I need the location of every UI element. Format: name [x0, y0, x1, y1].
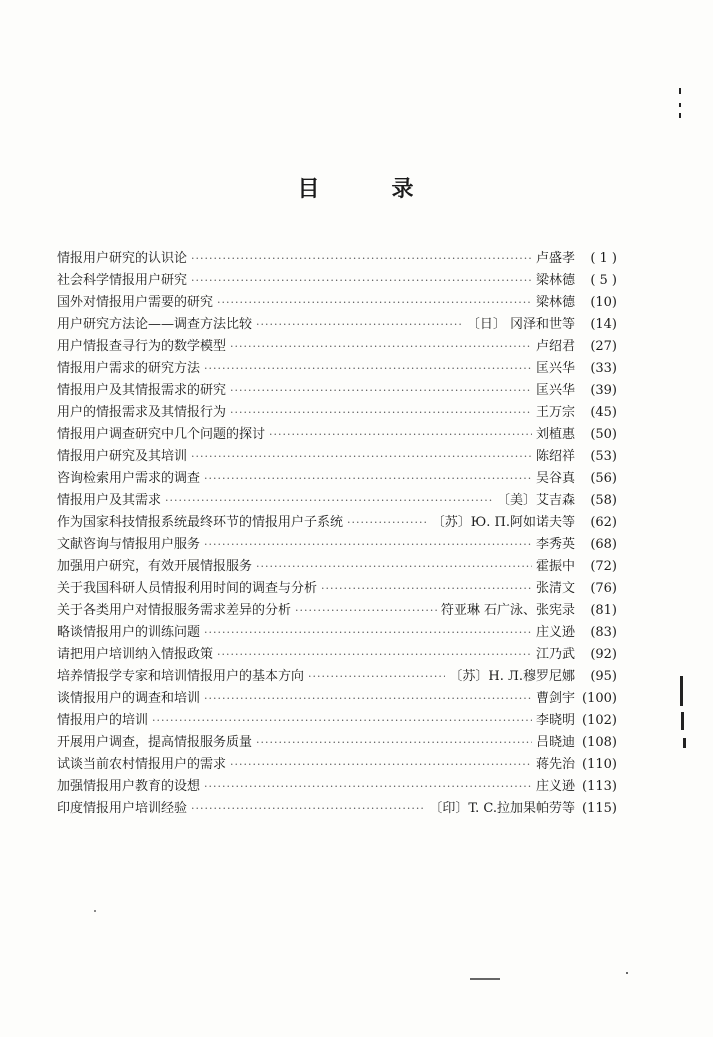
entry-title: 印度情报用户培训经验: [57, 801, 188, 816]
scan-mark: [679, 103, 681, 107]
entry-title: 情报用户的培训: [57, 713, 149, 728]
scan-mark: [681, 712, 684, 730]
entry-page-number: (113): [582, 779, 617, 794]
dot-leader: [347, 512, 428, 534]
toc-entry: [57, 402, 617, 424]
entry-author: 庄义逊: [535, 779, 575, 794]
entry-page-number: (72): [590, 559, 617, 574]
entry-page-number: (68): [590, 537, 617, 552]
dot-leader: [230, 380, 532, 402]
entry-title: 培养情报学专家和培训情报用户的基本方向: [57, 669, 305, 684]
entry-author: 蒋先治: [535, 757, 575, 772]
dot-leader: [217, 292, 532, 314]
entry-page-number: (81): [590, 603, 617, 618]
title-char-1: 目: [297, 176, 322, 202]
dot-leader: [230, 336, 532, 358]
toc-entry: [57, 688, 617, 710]
toc-entry: [57, 446, 617, 468]
dot-leader: [191, 798, 425, 820]
entry-author: 符亚琳 石广泳、张宪录: [440, 603, 575, 618]
dot-leader: [204, 688, 532, 710]
dot-leader: [256, 732, 532, 754]
entry-title: 咨询检索用户需求的调查: [57, 471, 201, 486]
entry-title: 情报用户需求的研究方法: [57, 361, 201, 376]
entry-page-number: (92): [590, 647, 617, 662]
entry-title: 开展用户调查，提高情报服务质量: [57, 735, 253, 750]
toc-entry: [57, 798, 617, 820]
entry-page-number: (100): [582, 691, 617, 706]
entry-title: 用户情报查寻行为的数学模型: [57, 339, 227, 354]
entry-author: 吴谷真: [535, 471, 575, 486]
toc-entry: [57, 248, 617, 270]
entry-author: 〔印〕T. C.拉加果帕劳等: [429, 801, 575, 816]
entry-page-number: (115): [582, 801, 617, 816]
dot-leader: [295, 600, 437, 622]
toc-entry: [57, 622, 617, 644]
scan-mark: [679, 113, 681, 118]
toc-entry: [57, 490, 617, 512]
entry-author: 庄义逊: [535, 625, 575, 640]
dot-leader: [230, 402, 532, 424]
entry-title: 文献咨询与情报用户服务: [57, 537, 201, 552]
toc-entry: [57, 468, 617, 490]
entry-author: 吕晓迪: [535, 735, 575, 750]
toc-entry: [57, 710, 617, 732]
entry-page-number: (108): [582, 735, 617, 750]
entry-page-number: (83): [590, 625, 617, 640]
entry-author: 〔苏〕Ю. П.阿如诺夫等: [431, 515, 575, 530]
dot-leader: [321, 578, 532, 600]
scan-mark: [679, 88, 681, 94]
entry-title: 情报用户及其需求: [57, 493, 162, 508]
dot-leader: [217, 644, 532, 666]
dot-leader: [191, 270, 532, 292]
toc-entry: [57, 754, 617, 776]
entry-title: 请把用户培训纳入情报政策: [57, 647, 214, 662]
entry-author: 梁林德: [535, 295, 575, 310]
entry-page-number: (76): [590, 581, 617, 596]
entry-author: 李晓明: [535, 713, 575, 728]
dot-leader: [204, 534, 532, 556]
dot-leader: [204, 468, 532, 490]
entry-page-number: (58): [590, 493, 617, 508]
page-title: [0, 172, 713, 203]
entry-author: 王万宗: [535, 405, 575, 420]
toc-entry: [57, 600, 617, 622]
entry-title: 情报用户及其情报需求的研究: [57, 383, 227, 398]
entry-page-number: (53): [590, 449, 617, 464]
entry-page-number: ( 1 ): [590, 251, 617, 266]
entry-title: 关于各类用户对情报服务需求差异的分析: [57, 603, 292, 618]
entry-author: 陈绍祥: [535, 449, 575, 464]
entry-author: 曹剑宇: [535, 691, 575, 706]
toc-entry: [57, 424, 617, 446]
entry-author: 匡兴华: [535, 361, 575, 376]
entry-page-number: (56): [590, 471, 617, 486]
entry-page-number: (102): [582, 713, 617, 728]
toc-entry: [57, 666, 617, 688]
entry-title: 加强用户研究，有效开展情报服务: [57, 559, 253, 574]
entry-page-number: (14): [590, 317, 617, 332]
toc-entry: [57, 512, 617, 534]
entry-title: 用户的情报需求及其情报行为: [57, 405, 227, 420]
toc-entry: [57, 358, 617, 380]
entry-title: 作为国家科技情报系统最终环节的情报用户子系统: [57, 515, 344, 530]
entry-author: 江乃武: [535, 647, 575, 662]
dot-leader: [204, 622, 532, 644]
dot-leader: [191, 248, 532, 270]
entry-page-number: (33): [590, 361, 617, 376]
entry-title: 情报用户研究及其培训: [57, 449, 188, 464]
toc-entry: [57, 732, 617, 754]
toc-entry: [57, 644, 617, 666]
entry-page-number: (45): [590, 405, 617, 420]
entry-author: 刘植惠: [535, 427, 575, 442]
entry-author: 〔日〕 冈泽和世等: [466, 317, 575, 332]
title-char-2: 录: [391, 176, 416, 202]
entry-page-number: (39): [590, 383, 617, 398]
dot-leader: [230, 754, 532, 776]
entry-title: 试谈当前农村情报用户的需求: [57, 757, 227, 772]
entry-page-number: ( 5 ): [590, 273, 617, 288]
entry-author: 〔美〕艾吉森: [496, 493, 575, 508]
entry-author: 匡兴华: [535, 383, 575, 398]
toc-entry: [57, 534, 617, 556]
entry-title: 关于我国科研人员情报利用时间的调查与分析: [57, 581, 318, 596]
entry-author: 霍振中: [535, 559, 575, 574]
entry-title: 社会科学情报用户研究: [57, 273, 188, 288]
toc-entry: [57, 380, 617, 402]
entry-page-number: (62): [590, 515, 617, 530]
dot-leader: [152, 710, 532, 732]
scan-mark: [94, 910, 96, 912]
toc-entry: [57, 292, 617, 314]
dot-leader: [256, 556, 532, 578]
scan-mark: [680, 676, 683, 706]
entry-title: 情报用户调查研究中几个问题的探讨: [57, 427, 266, 442]
toc-entry: [57, 578, 617, 600]
toc-entry: [57, 270, 617, 292]
entry-author: 梁林德: [535, 273, 575, 288]
entry-page-number: (10): [590, 295, 617, 310]
entry-title: 国外对情报用户需要的研究: [57, 295, 214, 310]
scan-mark: [683, 738, 686, 748]
dot-leader: [204, 776, 532, 798]
table-of-contents: [57, 248, 617, 820]
entry-page-number: (110): [582, 757, 617, 772]
entry-title: 略谈情报用户的训练问题: [57, 625, 201, 640]
entry-author: 张清文: [535, 581, 575, 596]
dot-leader: [256, 314, 463, 336]
entry-title: 加强情报用户教育的设想: [57, 779, 201, 794]
entry-title: 情报用户研究的认识论: [57, 251, 188, 266]
entry-author: 李秀英: [535, 537, 575, 552]
dot-leader: [191, 446, 532, 468]
scan-mark: [470, 978, 500, 980]
entry-title: 谈情报用户的调查和培训: [57, 691, 201, 706]
dot-leader: [308, 666, 445, 688]
dot-leader: [269, 424, 532, 446]
scan-mark: [626, 972, 628, 974]
toc-entry: [57, 556, 617, 578]
dot-leader: [204, 358, 532, 380]
toc-entry: [57, 314, 617, 336]
entry-author: 卢盛孝: [535, 251, 575, 266]
entry-page-number: (27): [590, 339, 617, 354]
entry-page-number: (50): [590, 427, 617, 442]
dot-leader: [165, 490, 493, 512]
entry-author: 卢绍君: [535, 339, 575, 354]
entry-author: 〔苏〕Н. Л.穆罗尼娜: [449, 669, 575, 684]
toc-entry: [57, 776, 617, 798]
entry-title: 用户研究方法论——调查方法比较: [57, 317, 253, 332]
entry-page-number: (95): [590, 669, 617, 684]
toc-entry: [57, 336, 617, 358]
